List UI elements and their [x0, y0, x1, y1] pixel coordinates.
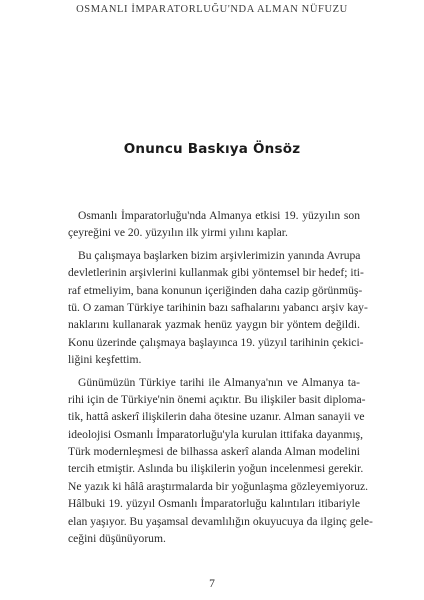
paragraph: [68, 374, 373, 548]
paragraph: [68, 247, 368, 369]
text-line: raf etmeliyim, bana konunun içeriğinden daha cazip görünmüş-: [68, 283, 363, 297]
text-line: naklarını kullanarak yazmak henüz yaygın bir yöntem değildi.: [68, 318, 360, 332]
text-line: Günümüzün Türkiye tarihi ile Almanya'nın ve Almanya ta-: [78, 375, 360, 389]
text-line: liğini keşfettim.: [68, 353, 142, 367]
running-header: OSMANLI İMPARATORLUĞU'NDA ALMAN NÜFUZU: [76, 4, 348, 15]
text-line: tik, hattâ askerî ilişkilerin daha ötesine uzanır. Alman sanayii ve: [68, 410, 365, 424]
text-line: Türk modernleşmesi de bilhassa askerî alanda Alman modelini: [68, 445, 360, 459]
paragraph: [68, 207, 360, 242]
text-line: elan yaşıyor. Bu yaşamsal devamlılığın okuyucuya da ilginç gele-: [68, 514, 373, 528]
chapter-title: Onuncu Baskıya Önsöz: [123, 141, 301, 157]
text-line: tü. O zaman Türkiye tarihinin bazı safhalarını yabancı arşiv kay-: [68, 300, 368, 314]
text-line: Hâlbuki 19. yüzyıl Osmanlı İmparatorluğu kalıntıları itibariyle: [68, 497, 360, 511]
text-line: ceğini düşünüyorum.: [68, 532, 166, 546]
text-line: devletlerinin arşivlerini kullanmak gibi yöntemsel bir hedef; iti-: [68, 266, 364, 280]
text-line: Bu çalışmaya başlarken bizim arşivlerimizin yanında Avrupa: [78, 248, 361, 262]
text-line: Osmanlı İmparatorluğu'nda Almanya etkisi 19. yüzyılın son: [78, 209, 360, 222]
text-line: Konu üzerinde çalışmaya başlayınca 19. yüzyıl tarihinin çekici-: [68, 335, 364, 349]
text-line: tercih etmiştir. Aslında bu ilişkilerin yoğun incelenmesi gerekir.: [68, 462, 364, 476]
text-line: ideolojisi Osmanlı İmparatorluğu'yla kurulan ittifaka dayanmış,: [68, 427, 364, 441]
body-text: [68, 207, 373, 552]
text-line: çeyreğini ve 20. yüzyılın ilk yirmi yılını kaplar.: [68, 226, 288, 240]
text-line: Ne yazık ki hâlâ araştırmalarda bir yoğunlaşma gözleyemiyoruz.: [68, 479, 369, 493]
page-number: 7: [209, 578, 215, 590]
text-line: rihi için de Türkiye'nin önemi açıktır. Bu ilişkiler basit diploma-: [68, 392, 366, 406]
